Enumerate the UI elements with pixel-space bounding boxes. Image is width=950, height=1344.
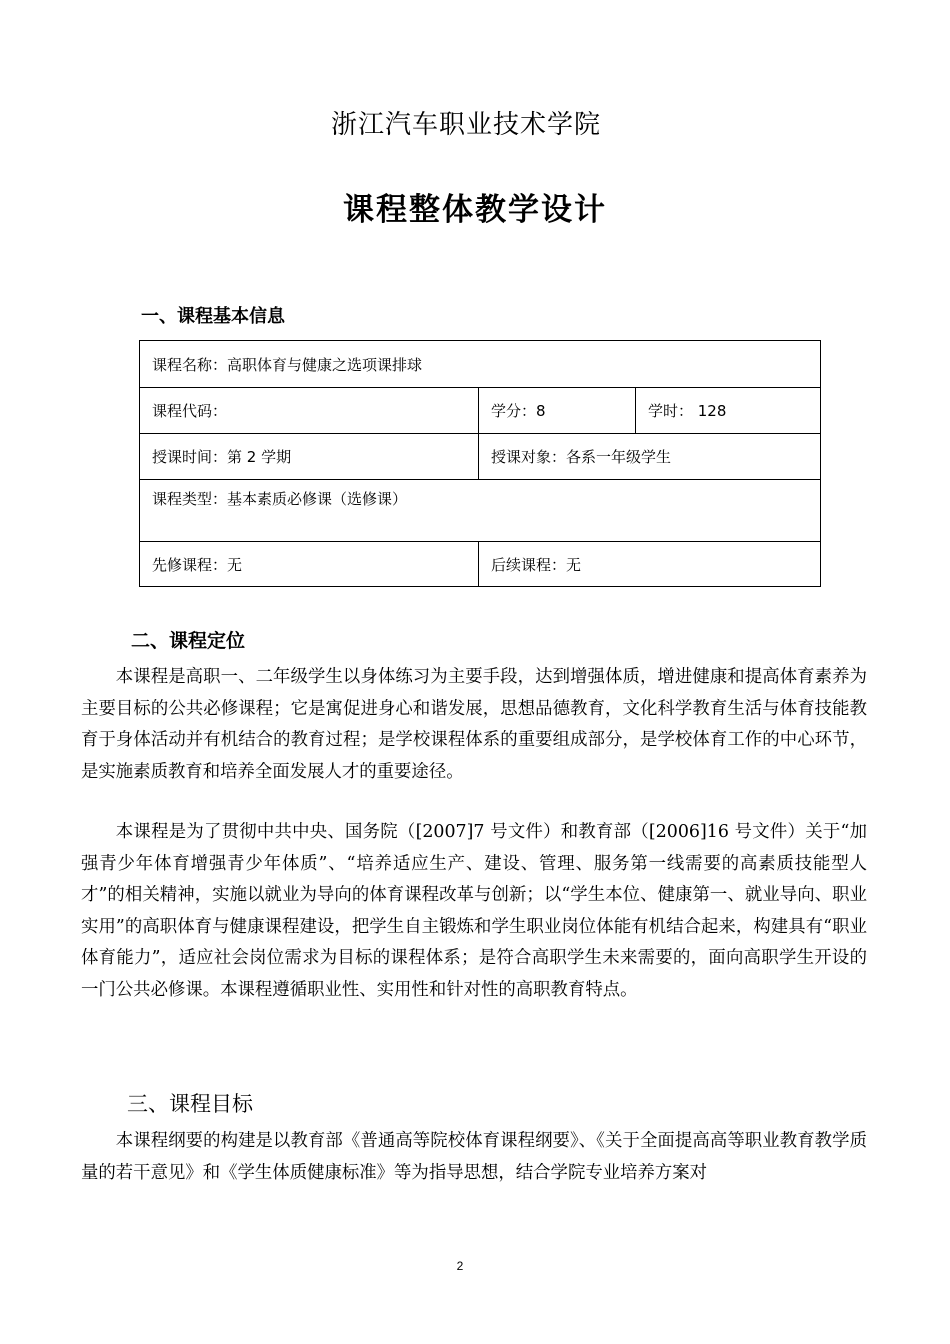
document-title: 课程整体教学设计: [343, 192, 607, 228]
page-number: 2: [456, 1259, 464, 1273]
course-name-cell: 课程名称：高职体育与健康之选项课排球: [140, 341, 821, 388]
credits-cell: 学分：8: [479, 388, 636, 434]
course-code-cell: 课程代码：: [140, 388, 479, 434]
section-heading-objectives: 三、课程目标: [127, 1092, 253, 1116]
section-heading-positioning: 二、课程定位: [131, 630, 246, 652]
follow-up-cell: 后续课程：无: [479, 542, 821, 587]
table-row: [140, 388, 821, 434]
positioning-paragraph-2: 本课程是为了贯彻中共中央、国务院（[2007]7 号文件）和教育部（[2006]16 号文件）关于“加强青少年体育增强青少年体质”、“培养适应生产、建设、管理、服务第一线需要的高素质技能型人才”的相关精神，实施以就业为导向的体育课程改革与创新；以“学生本位、健康第一、就业导向、职业实用”的高职体育与健康课程建设，把学生自主锻炼和学生职业岗位体能有机结合起来，构建具有“职业体育能力”，适应社会岗位需求为目标的课程体系；是符合高职学生未来需要的，面向高职学生开设的一门公共必修课。本课程遵循职业性、实用性和针对性的高职教育特点。: [81, 822, 867, 1000]
teaching-target-cell: 授课对象：各系一年级学生: [479, 434, 821, 480]
table-row: [140, 341, 821, 388]
table-row: [140, 434, 821, 480]
section-heading-basic-info: 一、课程基本信息: [141, 306, 285, 327]
table-row: [140, 542, 821, 587]
table-row: [140, 480, 821, 542]
teaching-time-cell: 授课时间：第 2 学期: [140, 434, 479, 480]
objectives-paragraph-1: 本课程纲要的构建是以教育部《普通高等院校体育课程纲要》、《关于全面提高高等职业教育教学质量的若干意见》和《学生体质健康标准》等为指导思想，结合学院专业培养方案对: [81, 1131, 867, 1183]
hours-cell: 学时： 128: [636, 388, 821, 434]
school-name: 浙江汽车职业技术学院: [330, 110, 601, 140]
course-type-cell: 课程类型：基本素质必修课（选修课）: [140, 480, 821, 542]
positioning-paragraph-1: 本课程是高职一、二年级学生以身体练习为主要手段，达到增强体质，增进健康和提高体育素养为主要目标的公共必修课程；它是寓促进身心和谐发展，思想品德教育，文化科学教育生活与体育技能教育于身体活动并有机结合的教育过程；是学校课程体系的重要组成部分，是学校体育工作的中心环节，是实施素质教育和培养全面发展人才的重要途径。: [81, 667, 867, 782]
prerequisite-cell: 先修课程：无: [140, 542, 479, 587]
course-info-table: [139, 340, 821, 587]
